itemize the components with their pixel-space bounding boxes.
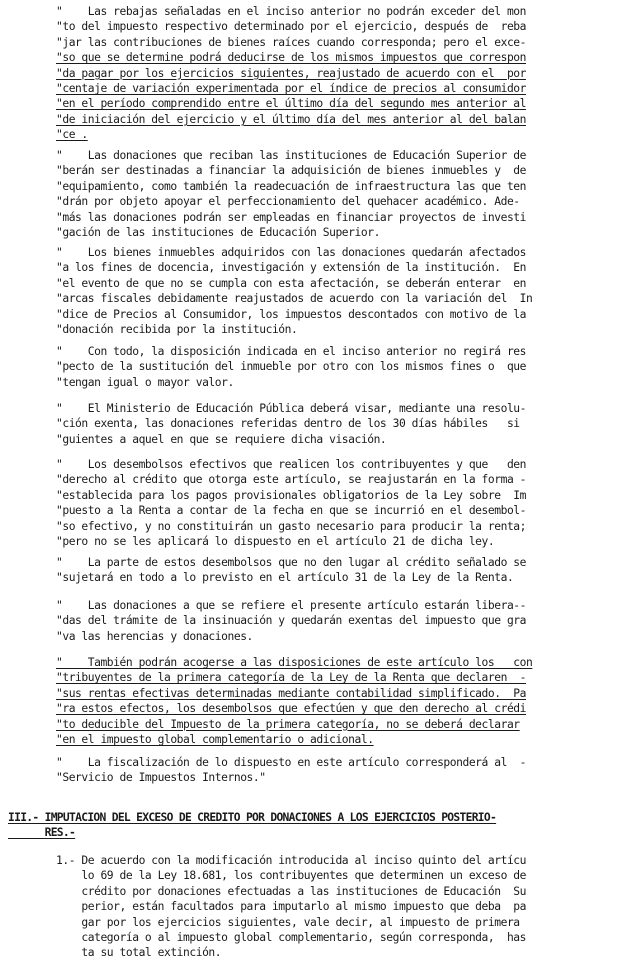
text-line: ta su total extinción.	[56, 946, 222, 960]
text-line: "arcas fiscales debidamente reajustados de acuerdo con la variación del In	[56, 292, 533, 306]
text-line: " El Ministerio de Educación Pública deberá visar, mediante una resolu-	[56, 402, 526, 415]
text-line: "va las herencias y donaciones.	[56, 629, 253, 643]
heading-line: III.- IMPUTACION DEL EXCESO DE CREDITO POR DONACIONES A LOS EJERCICIOS POSTERIO-	[8, 811, 497, 824]
text-line: " Las donaciones a que se refiere el presente artículo estarán libera--	[56, 599, 526, 612]
text-line: crédito por donaciones efectuadas a las instituciones de Educación Su	[56, 884, 526, 898]
text-line: "derecho al crédito que otorga este artículo, se reajustarán en la forma -	[56, 473, 526, 487]
text-line: perior, están facultados para imputarlo al mismo impuesto que deba pa	[56, 900, 526, 914]
text-line-underlined: "so que se determine podrá deducirse de los mismos impuestos que correspon	[56, 51, 526, 65]
text-line-underlined: "to deducible del Impuesto de la primera categoría, no se deberá declarar	[56, 717, 520, 731]
text-line-underlined: "de iniciación del ejercicio y el último día del mes anterior al del balan	[56, 112, 526, 126]
text-line: "establecida para los pagos provisionales obligatorios de la Ley sobre Im	[56, 488, 526, 502]
text-line: "so efectivo, y no constituirán un gasto necesario para producir la renta;	[56, 519, 526, 533]
text-line: " Los desembolsos efectivos que realicen los contribuyentes y que den	[56, 458, 526, 471]
text-line: "das del trámite de la insinuación y quedarán exentas del impuesto que gra	[56, 614, 526, 628]
text-line: " La fiscalización de lo dispuesto en este artículo corresponderá al -	[56, 756, 526, 769]
text-line: " Los bienes inmuebles adquiridos con las donaciones quedarán afectados	[56, 246, 526, 259]
text-line-underlined: "en el período comprendido entre el último día del segundo mes anterior al	[56, 97, 526, 111]
text-line-underlined: "ra estos efectos, los desembolsos que efectúen y que den derecho al crédi	[56, 702, 526, 716]
text-line: gar por los ejercicios siguientes, vale decir, al impuesto de primera	[56, 915, 520, 929]
text-line: "Servicio de Impuestos Internos."	[56, 771, 266, 785]
text-line: "el evento de que no se cumpla con esta afectación, se deberán enterar en	[56, 276, 526, 290]
text-line-underlined: " También podrán acogerse a las disposiciones de este artículo los con	[56, 656, 533, 669]
heading-line: RES.-	[8, 826, 76, 840]
text-line: "gación de las instituciones de Educación Superior.	[56, 226, 380, 239]
text-line: "dice de Precios al Consumidor, los impuestos descontados con motivo de la	[56, 307, 526, 321]
text-line-underlined: "da pagar por los ejercicios siguientes, reajustado de acuerdo con el por	[56, 66, 526, 80]
text-line: "equipamiento, como también la readecuación de infraestructura las que ten	[56, 179, 526, 193]
text-line: "pecto de la sustitución del inmueble por otro con los mismos fines o que	[56, 360, 526, 374]
text-line: " Con todo, la disposición indicada en el inciso anterior no regirá res	[56, 345, 526, 358]
text-line-underlined: "centaje de variación experimentada por el índice de precios al consumidor	[56, 82, 526, 95]
text-line-underlined: "tribuyentes de la primera categoría de la Ley de la Renta que declaren -	[56, 671, 526, 685]
text-line: " La parte de estos desembolsos que no den lugar al crédito señalado se	[56, 556, 526, 569]
text-line: " Las rebajas señaladas en el inciso anterior no podrán exceder del mon	[56, 5, 526, 18]
text-line: "guientes a aquel en que se requiere dicha visación.	[56, 432, 387, 446]
text-line: "tengan igual o mayor valor.	[56, 375, 234, 389]
text-line-underlined: "en el impuesto global complementario o adicional.	[56, 733, 374, 746]
text-line: 1.- De acuerdo con la modificación introducida al inciso quinto del artícu	[56, 854, 526, 867]
text-line: "más las donaciones podrán ser empleadas en financiar proyectos de investi	[56, 210, 526, 224]
text-line: "sujetará en todo a lo previsto en el artículo 31 de la Ley de la Renta.	[56, 571, 514, 585]
text-line: "jar las contribuciones de bienes raíces cuando corresponda; pero el exce-	[56, 35, 526, 49]
text-line: " Las donaciones que reciban las instituciones de Educación Superior de	[56, 149, 526, 162]
text-line: "ción exenta, las donaciones referidas dentro de los 30 días hábiles si	[56, 417, 520, 431]
text-line: "berán ser destinadas a financiar la adquisición de bienes inmuebles y de	[56, 164, 526, 178]
text-line-underlined: "ce .	[56, 128, 88, 142]
text-line: "a los fines de docencia, investigación y extensión de la institución. En	[56, 261, 526, 275]
text-line: categoría o al impuesto global complementario, según corresponda, has	[56, 931, 526, 944]
text-line-underlined: "sus rentas efectivas determinadas mediante contabilidad simplificado. Pa	[56, 686, 526, 700]
text-line: "to del impuesto respectivo determinado por el ejercicio, después de reba	[56, 20, 526, 34]
text-line: "donación recibida por la institución.	[56, 323, 298, 336]
text-line: "drán por objeto apoyar el perfeccionamiento del quehacer académico. Ade-	[56, 195, 520, 209]
text-line: "pero no se les aplicará lo dispuesto en el artículo 21 de dicha ley.	[56, 535, 495, 548]
text-line: "puesto a la Renta a contar de la fecha en que se incurrió en el desembol-	[56, 504, 526, 518]
text-line: lo 69 de la Ley 18.681, los contribuyentes que determinen un exceso de	[56, 869, 526, 883]
